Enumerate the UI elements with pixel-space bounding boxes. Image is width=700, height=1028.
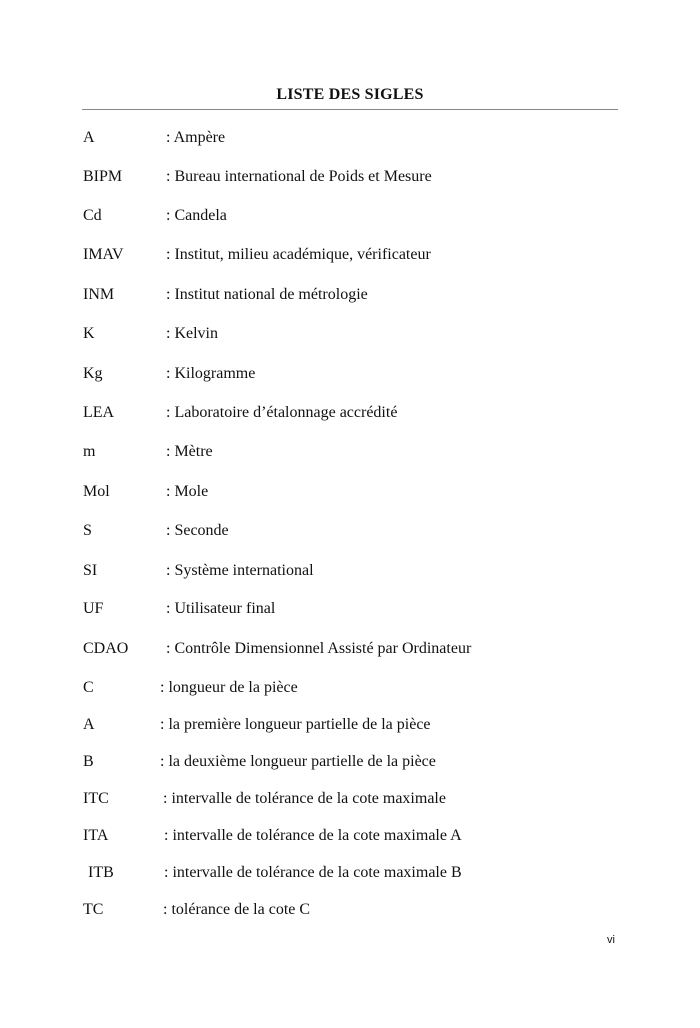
definition: : Système international [166,562,314,579]
abbreviation: Cd [83,207,102,224]
abbreviation: INM [83,286,115,303]
list-item [0,127,700,149]
definition: : Mole [166,483,209,500]
abbreviation: UF [83,600,104,617]
list-item [0,244,700,266]
list-item [0,862,700,884]
list-item [0,714,700,736]
definition: : intervalle de tolérance de la cote maximale B [164,864,462,881]
abbreviation: B [83,753,94,770]
title-underline [82,109,618,110]
definition: : Utilisateur final [166,600,276,617]
abbreviation: BIPM [83,168,123,185]
definition: : Kilogramme [166,365,256,382]
definition: : Mètre [166,443,213,460]
list-item [0,520,700,542]
abbreviation: ITA [83,827,109,844]
definition: : Institut national de métrologie [166,286,368,303]
list-item [0,323,700,345]
definition: : Seconde [166,522,229,539]
list-item [0,441,700,463]
page-title: LISTE DES SIGLES [276,86,424,103]
list-item [0,402,700,424]
abbreviation: Mol [83,483,110,500]
definition: : Bureau international de Poids et Mesure [166,168,432,185]
abbreviation: TC [83,901,104,918]
abbreviation: LEA [83,404,115,421]
list-item [0,481,700,503]
abbreviation: Kg [83,365,103,382]
abbreviation: K [83,325,95,342]
list-item [0,677,700,699]
definition: : Laboratoire d’étalonnage accrédité [166,404,398,421]
page-number: vi [607,934,615,946]
abbreviation: A [83,129,95,146]
list-item [0,560,700,582]
abbreviation: ITB [88,864,114,881]
list-item [0,788,700,810]
abbreviation: m [83,443,96,460]
list-item [0,598,700,620]
list-item [0,825,700,847]
abbreviation: IMAV [83,246,124,263]
definition: : Candela [166,207,227,224]
abbreviation: ITC [83,790,109,807]
definition: : intervalle de tolérance de la cote maximale A [164,827,462,844]
abbreviation: S [83,522,92,539]
definition: : Contrôle Dimensionnel Assisté par Ordinateur [166,640,472,657]
list-item [0,284,700,306]
list-item [0,205,700,227]
abbreviation: A [83,716,95,733]
abbreviation: SI [83,562,98,579]
definition: : intervalle de tolérance de la cote maximale [163,790,446,807]
list-item [0,363,700,385]
list-item [0,638,700,660]
definition: : la première longueur partielle de la pièce [160,716,431,733]
definition: : Ampère [166,129,226,146]
definition: : Kelvin [166,325,218,342]
definition: : longueur de la pièce [160,679,298,696]
definition: : la deuxième longueur partielle de la pièce [160,753,436,770]
list-item [0,166,700,188]
definition: : tolérance de la cote C [163,901,311,918]
abbreviation: C [83,679,94,696]
definition: : Institut, milieu académique, vérificateur [166,246,431,263]
list-item [0,751,700,773]
list-item [0,899,700,921]
abbreviation: CDAO [83,640,129,657]
